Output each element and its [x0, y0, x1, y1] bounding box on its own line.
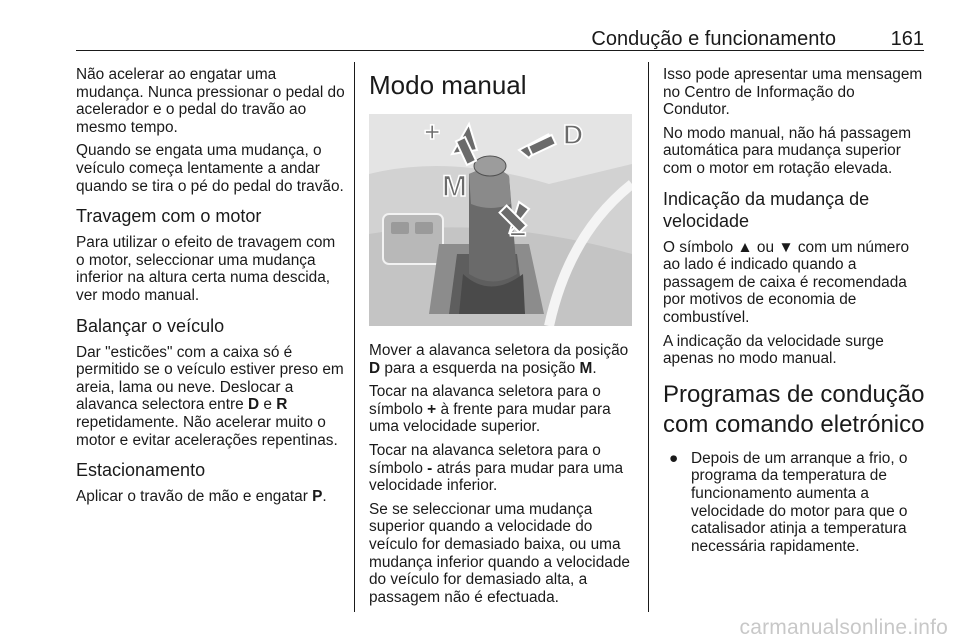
column-1 — [76, 66, 348, 512]
gear-lever-drawing — [369, 114, 632, 326]
section-heading-indicacao: Indicação da mudança de velocidade — [663, 188, 870, 231]
gear-selector-illustration — [369, 114, 632, 326]
bullet-list — [663, 450, 925, 556]
paragraph: Isso pode apresentar uma mensagem no Centro de Informação do Condutor. — [663, 66, 923, 119]
paragraph: A indicação da velocidade surge apenas no modo manual. — [663, 332, 884, 368]
watermark: carmanualsonline.info — [739, 616, 948, 639]
header-rule — [76, 50, 924, 51]
column-rule-2 — [648, 62, 649, 612]
section-heading-travagem: Travagem com o motor — [76, 206, 262, 227]
paragraph: Tocar na alavanca seletora para o símbolo - atrás para mudar para uma velocidade inferior. — [369, 441, 624, 495]
gear-r: R — [276, 396, 288, 414]
gear-m: M — [579, 359, 593, 377]
list-item: ● Depois de um arranque a frio, o programa da temperatura de funcionamento aumenta a velocidade do motor para que o catalisador atinja a temperatura necessária rapidamente. — [669, 449, 908, 555]
figure-label-minus: − — [509, 218, 527, 251]
figure-label-d: D — [563, 119, 584, 150]
paragraph: Dar "esticões" com a caixa só é permitido se o veículo estiver preso em areia, lama ou neve. Deslocar a alavanca selectora entre D e R repetidamente. Não acelerar muito o motor e evitar acelerações repentinas. — [76, 343, 344, 449]
page-number: 161 — [890, 28, 924, 50]
paragraph: Aplicar o travão de mão e engatar P. — [76, 488, 327, 506]
paragraph: O símbolo ▲ ou ▼ com um número ao lado é indicado quando a passagem de caixa é recomendada por motivos de economia de combustível. — [663, 238, 910, 326]
figure-label-plus: + — [424, 116, 441, 147]
gear-p: P — [312, 488, 323, 506]
plus-symbol: + — [427, 400, 437, 418]
gear-d: D — [247, 396, 260, 414]
chapter-title: Condução e funcionamento — [591, 28, 836, 50]
figure-label-m: M — [442, 170, 467, 203]
section-heading-estacionamento: Estacionamento — [76, 460, 206, 481]
gear-d: D — [369, 359, 381, 377]
section-heading-balancar: Balançar o veículo — [76, 315, 225, 336]
paragraph: No modo manual, não há passagem automática para mudança superior com o motor em rotação elevada. — [663, 124, 912, 177]
section-heading-programas: Programas de condução com comando eletrónico — [663, 380, 925, 438]
paragraph: Mover a alavanca seletora da posição D para a esquerda na posição M. — [369, 342, 629, 377]
minus-symbol: - — [427, 459, 433, 477]
section-heading-modo-manual: Modo manual — [369, 70, 527, 100]
paragraph: Tocar na alavanca seletora para o símbolo + à frente para mudar para uma velocidade superior. — [369, 383, 611, 436]
bullet-icon: ● — [669, 449, 679, 467]
column-2 — [369, 66, 633, 612]
paragraph: Para utilizar o efeito de travagem com o motor, seleccionar uma mudança inferior na altura certa numa descida, ver modo manual. — [76, 234, 336, 304]
paragraph: Se se seleccionar uma mudança superior quando a velocidade do veículo for demasiado baixa, ou uma mudança inferior quando a velocidade do veículo for demasiado alta, a passagem não é efectuada. — [369, 500, 630, 606]
column-rule-1 — [354, 62, 355, 612]
paragraph: Não acelerar ao engatar uma mudança. Nunca pressionar o pedal do acelerador e o pedal do travão ao mesmo tempo. — [76, 66, 345, 136]
page-header — [76, 28, 924, 52]
column-3 — [663, 66, 925, 555]
paragraph: Quando se engata uma mudança, o veículo começa lentamente a andar quando se tira o pé do pedal do travão. — [76, 142, 344, 195]
